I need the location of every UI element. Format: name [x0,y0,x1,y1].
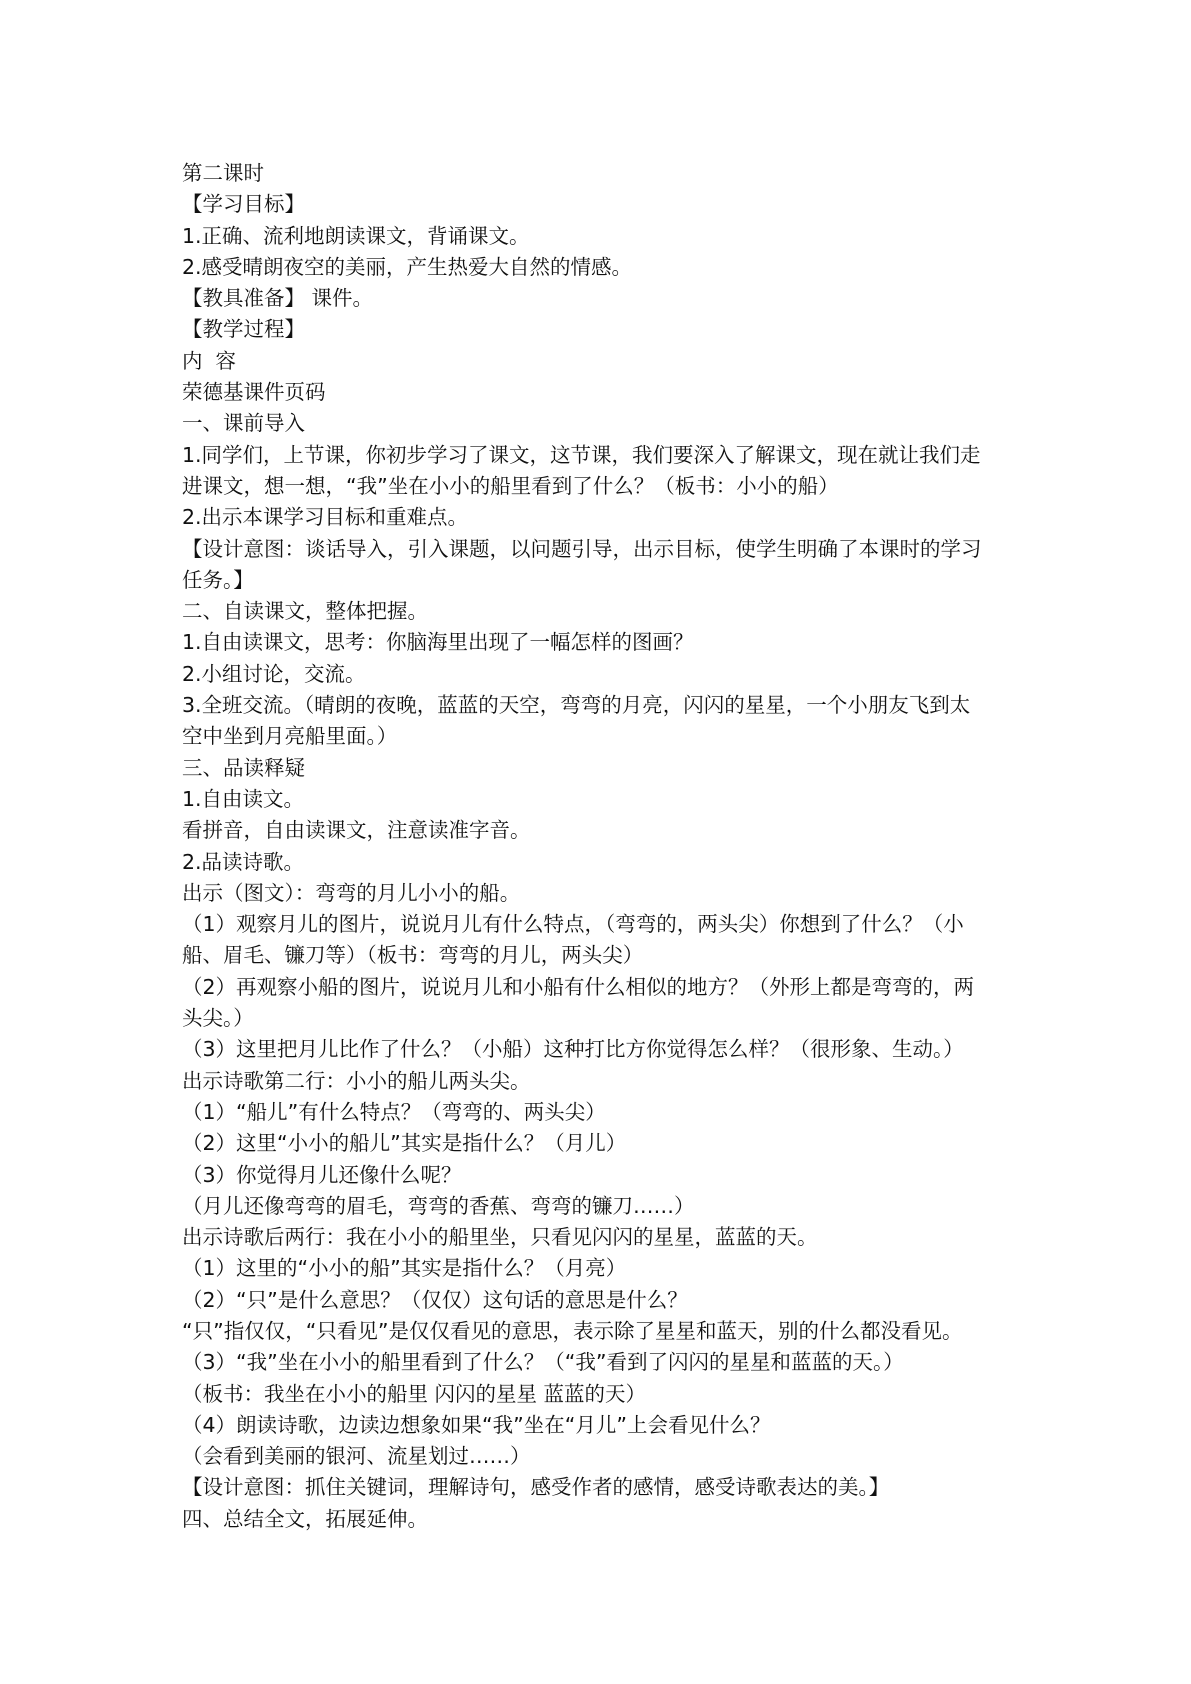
text-line: （3）“我”坐在小小的船里看到了什么？（“我”看到了闪闪的星星和蓝蓝的天。） [182,1350,904,1375]
objective-item: 1.正确、流利地朗读课文，背诵课文。 [182,223,530,248]
text-line: 出示（图文）：弯弯的月儿小小的船。 [182,880,521,905]
part-heading: 一、课前导入 [182,411,305,436]
text-line: 1.自由读课文，思考：你脑海里出现了一幅怎样的图画？ [182,630,694,655]
text-line: （1）“船儿”有什么特点？（弯弯的、两头尖） [182,1099,606,1124]
text-line: 进课文，想一想，“我”坐在小小的船里看到了什么？（板书：小小的船） [182,473,839,498]
text-line: 船、眉毛、镰刀等）（板书：弯弯的月儿，两头尖） [182,943,644,968]
text-line: “只”指仅仅，“只看见”是仅仅看见的意思，表示除了星星和蓝天，别的什么都没看见。 [182,1318,963,1343]
text-line: 出示诗歌后两行：我在小小的船里坐，只看见闪闪的星星，蓝蓝的天。 [182,1225,818,1250]
text-line: （2）这里“小小的船儿”其实是指什么？（月儿） [182,1131,627,1156]
text-line: （月儿还像弯弯的眉毛，弯弯的香蕉、弯弯的镰刀……） [182,1193,695,1218]
courseware-page-label: 荣德基课件页码 [182,380,326,405]
text-line: 3.全班交流。（晴朗的夜晚，蓝蓝的天空，弯弯的月亮，闪闪的星星，一个小朋友飞到太 [182,693,971,718]
text-line: 头尖。） [182,1006,254,1031]
part-heading: 四、总结全文，拓展延伸。 [182,1506,428,1531]
design-intent-note: 【设计意图：抓住关键词，理解诗句，感受作者的感情，感受诗歌表达的美。】 [182,1475,890,1500]
text-line: 看拼音，自由读课文，注意读准字音。 [182,818,531,843]
text-line: 出示诗歌第二行：小小的船儿两头尖。 [182,1068,531,1093]
text-line: （板书：我坐在小小的船里 闪闪的星星 蓝蓝的天） [182,1381,647,1406]
design-intent-note: 【设计意图：谈话导入，引入课题，以问题引导，出示目标，使学生明确了本课时的学习 [182,536,982,561]
lesson-title: 第二课时 [182,161,264,185]
text-line: 空中坐到月亮船里面。） [182,724,398,749]
design-intent-note: 任务。】 [182,567,254,592]
section-heading-process: 【教学过程】 [182,317,305,342]
text-line: （1）这里的“小小的船”其实是指什么？（月亮） [182,1256,627,1281]
section-heading-materials: 【教具准备】 课件。 [182,286,374,311]
text-line: 1.同学们，上节课，你初步学习了课文，这节课，我们要深入了解课文，现在就让我们走 [182,442,981,467]
text-line: 1.自由读文。 [182,786,305,811]
text-line: （3）你觉得月儿还像什么呢？ [182,1162,462,1187]
text-line: （2）再观察小船的图片，说说月儿和小船有什么相似的地方？（外形上都是弯弯的，两 [182,974,975,999]
text-line: 2.出示本课学习目标和重难点。 [182,505,469,530]
part-heading: 三、品读释疑 [182,755,305,780]
document-body [182,158,1012,1535]
section-heading-objectives: 【学习目标】 [182,192,305,217]
part-heading: 二、自读课文，整体把握。 [182,599,428,624]
text-line: （3）这里把月儿比作了什么？（小船）这种打比方你觉得怎么样？（很形象、生动。） [182,1037,964,1062]
text-line: （1）观察月儿的图片，说说月儿有什么特点，（弯弯的，两头尖）你想到了什么？（小 [182,912,964,937]
text-line: 2.品读诗歌。 [182,849,305,874]
content-label: 内 容 [182,348,237,373]
text-line: （2）“只”是什么意思？（仅仅）这句话的意思是什么？ [182,1287,688,1312]
text-line: 2.小组讨论，交流。 [182,661,366,686]
objective-item: 2.感受晴朗夜空的美丽，产生热爱大自然的情感。 [182,254,633,279]
text-line: （会看到美丽的银河、流星划过……） [182,1444,531,1469]
text-line: （4）朗读诗歌，边读边想象如果“我”坐在“月儿”上会看见什么？ [182,1412,771,1437]
